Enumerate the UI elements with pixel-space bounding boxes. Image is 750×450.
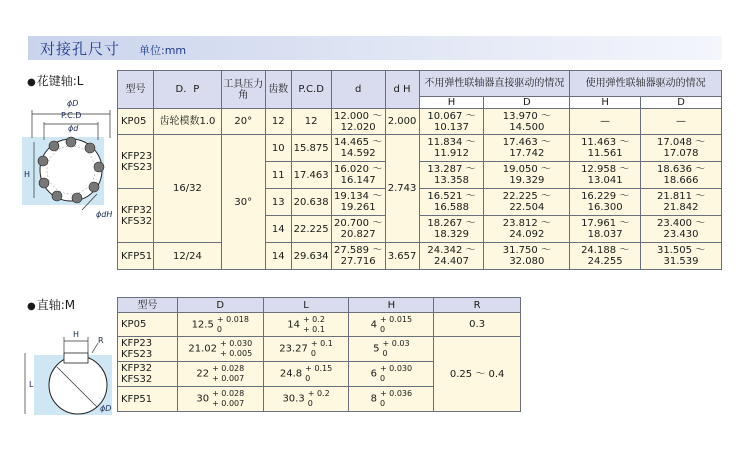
header-pcd: P.C.D	[291, 71, 331, 109]
cell-d2: 21.811 ～ 21.842	[641, 189, 722, 216]
cell-dh: 2.743	[385, 135, 419, 243]
cell-dh: 2.000	[385, 109, 419, 135]
cell-d: 14.465 ～ 14.592	[331, 135, 385, 162]
header-dp: D．P	[153, 71, 221, 109]
cell-teeth: 14	[265, 216, 291, 243]
cell-d1: 31.750 ～ 32.080	[484, 243, 570, 270]
table-row	[118, 135, 722, 162]
header-model: 型号	[118, 71, 154, 109]
table-row	[118, 109, 722, 135]
cell-L: 30.3 + 0.2 0	[263, 387, 349, 412]
cell-model: KP05	[118, 109, 154, 135]
cell-L: 23.27 + 0.1 0	[263, 337, 349, 362]
cell-pcd: 12	[291, 109, 331, 135]
cell-pcd: 22.225	[291, 216, 331, 243]
table-row	[118, 243, 722, 270]
cell-D: 21.02 + 0.030 + 0.005	[177, 337, 263, 362]
cell-R: 0.25 ～ 0.4	[434, 337, 521, 412]
cell-H: 5 + 0.03 0	[349, 337, 434, 362]
cell-teeth: 14	[265, 243, 291, 270]
cell-dp: 12/24	[153, 243, 221, 270]
cell-h1: 10.067 ～ 10.137	[419, 109, 484, 135]
header-no-coupling: 不用弹性联轴器直接驱动的情况	[419, 71, 570, 97]
cell-model: KP05	[118, 313, 178, 337]
cell-model: KFP51	[118, 387, 178, 412]
cell-pcd: 17.463	[291, 162, 331, 189]
cell-dp: 齿轮模数1.0	[153, 109, 221, 135]
cell-teeth: 11	[265, 162, 291, 189]
cell-pcd: 29.634	[291, 243, 331, 270]
cell-h1: 18.267 ～ 18.329	[419, 216, 484, 243]
page-title: 对接孔尺寸	[40, 40, 121, 58]
cell-model: KFP32 KFS32	[118, 189, 154, 243]
cell-d1: 22.225 ～ 22.504	[484, 189, 570, 216]
cell-h1: 11.834 ～ 11.912	[419, 135, 484, 162]
cell-h2: —	[570, 109, 641, 135]
cell-d2: 18.636 ～ 18.666	[641, 162, 722, 189]
straight-label-phiD: ϕD	[100, 404, 112, 413]
cell-d: 27.589 ～ 27.716	[331, 243, 385, 270]
cell-teeth: 12	[265, 109, 291, 135]
cell-d: 19.134 ～ 19.261	[331, 189, 385, 216]
cell-angle: 30°	[221, 135, 265, 270]
cell-D: 22 + 0.028 + 0.007	[177, 362, 263, 387]
header-pressure-angle: 工具压力角	[221, 71, 265, 109]
cell-angle: 20°	[221, 109, 265, 135]
spline-label-phid: ϕd	[68, 124, 79, 133]
cell-D: 30 + 0.028 + 0.007	[177, 387, 263, 412]
cell-H: 4 + 0.015 0	[349, 313, 434, 337]
spline-label-H: H	[24, 170, 31, 179]
cell-teeth: 10	[265, 135, 291, 162]
header-D: D	[484, 97, 570, 109]
header-R: R	[434, 298, 521, 313]
header-H: H	[419, 97, 484, 109]
cell-h1: 13.287 ～ 13.358	[419, 162, 484, 189]
cell-d2: 17.048 ～ 17.078	[641, 135, 722, 162]
cell-d1: 23.812 ～ 24.092	[484, 216, 570, 243]
header-H: H	[349, 298, 434, 313]
cell-h2: 24.188 ～ 24.255	[570, 243, 641, 270]
header-d: d	[331, 71, 385, 109]
cell-d: 20.700 ～ 20.827	[331, 216, 385, 243]
title-bar	[28, 36, 722, 60]
straight-label-L: L	[29, 380, 34, 389]
header-with-coupling: 使用弹性联轴器驱动的情况	[570, 71, 722, 97]
bullet-icon: ●	[27, 301, 36, 312]
straight-label-R: R	[98, 336, 104, 345]
spline-label-phiD: ϕD	[67, 99, 79, 108]
header-teeth: 齿数	[265, 71, 291, 109]
header-D: D	[641, 97, 722, 109]
cell-dp: 16/32	[153, 135, 221, 243]
spline-label-pcd: P.C.D	[61, 111, 82, 120]
bullet-icon: ●	[27, 77, 36, 88]
cell-d2: 31.505 ～ 31.539	[641, 243, 722, 270]
cell-D: 12.5 + 0.018 0	[177, 313, 263, 337]
cell-H: 6 + 0.030 0	[349, 362, 434, 387]
cell-pcd: 15.875	[291, 135, 331, 162]
cell-H: 8 + 0.036 0	[349, 387, 434, 412]
cell-model: KFP23 KFS23	[118, 337, 178, 362]
header-D: D	[177, 298, 263, 313]
cell-d: 12.000 ～ 12.020	[331, 109, 385, 135]
cell-d2: 23.400 ～ 23.430	[641, 216, 722, 243]
header-model: 型号	[118, 298, 178, 313]
cell-teeth: 13	[265, 189, 291, 216]
cell-pcd: 20.638	[291, 189, 331, 216]
cell-d1: 17.463 ～ 17.742	[484, 135, 570, 162]
cell-d1: 13.970 ～ 14.500	[484, 109, 570, 135]
spline-table	[117, 70, 722, 270]
cell-dh: 3.657	[385, 243, 419, 270]
spline-label-phidH: ϕdH	[96, 210, 113, 219]
cell-L: 14 + 0.2 + 0.1	[263, 313, 349, 337]
straight-table	[117, 297, 521, 412]
cell-L: 24.8 + 0.15 0	[263, 362, 349, 387]
header-dh: d H	[385, 71, 419, 109]
unit-label: 单位:mm	[139, 44, 187, 57]
table-row	[118, 313, 521, 337]
cell-h1: 24.342 ～ 24.407	[419, 243, 484, 270]
table-row	[118, 337, 521, 362]
cell-model: KFP51	[118, 243, 154, 270]
cell-h2: 17.961 ～ 18.037	[570, 216, 641, 243]
header-H: H	[570, 97, 641, 109]
cell-d1: 19.050 ～ 19.329	[484, 162, 570, 189]
header-L: L	[263, 298, 349, 313]
cell-d2: —	[641, 109, 722, 135]
cell-h2: 12.958 ～ 13.041	[570, 162, 641, 189]
cell-model: KFP23 KFS23	[118, 135, 154, 189]
cell-h2: 11.463 ～ 11.561	[570, 135, 641, 162]
cell-h1: 16.521 ～ 16.588	[419, 189, 484, 216]
straight-label-H: H	[73, 330, 80, 339]
cell-h2: 16.229 ～ 16.300	[570, 189, 641, 216]
cell-R: 0.3	[434, 313, 521, 337]
cell-d: 16.020 ～ 16.147	[331, 162, 385, 189]
spline-section-label: ●花键轴:L	[27, 74, 84, 88]
straight-section-label: ●直轴:M	[27, 298, 76, 312]
cell-model: KFP32 KFS32	[118, 362, 178, 387]
